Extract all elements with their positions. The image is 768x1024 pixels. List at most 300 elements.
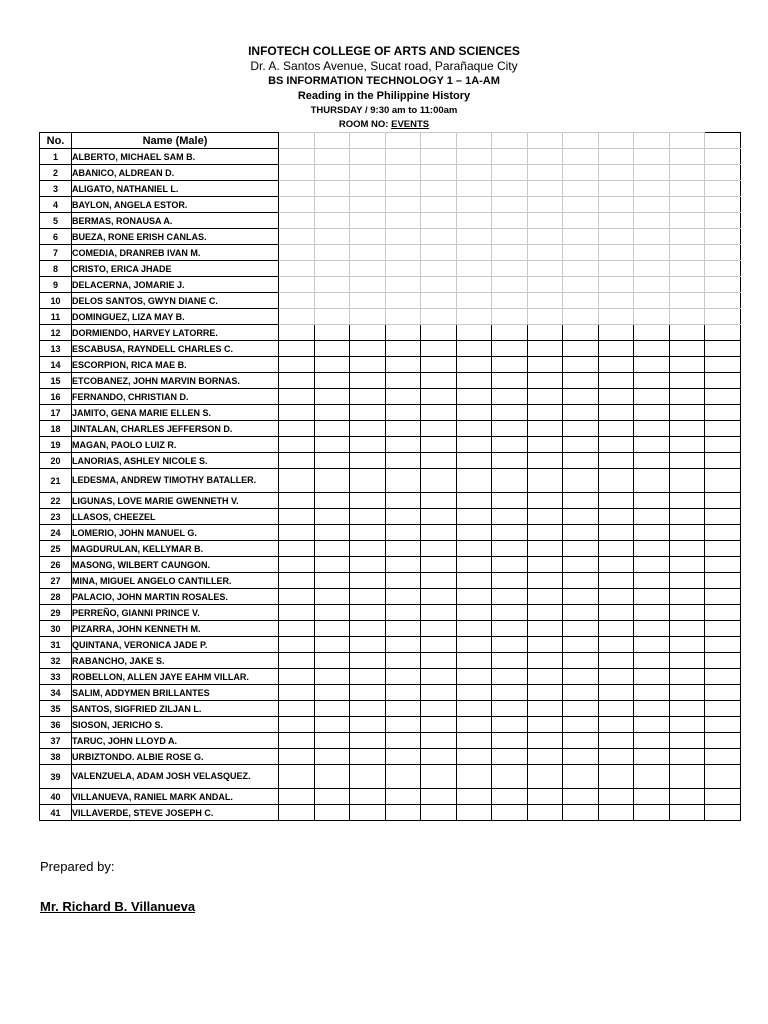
mark-cell[interactable] <box>527 509 563 525</box>
mark-cell[interactable] <box>527 165 563 181</box>
mark-cell[interactable] <box>350 181 386 197</box>
mark-cell[interactable] <box>350 685 386 701</box>
mark-cell[interactable] <box>563 605 599 621</box>
mark-cell[interactable] <box>421 717 457 733</box>
mark-cell[interactable] <box>527 669 563 685</box>
mark-cell[interactable] <box>598 309 634 325</box>
mark-cell[interactable] <box>314 493 350 509</box>
mark-cell[interactable] <box>314 421 350 437</box>
mark-cell[interactable] <box>350 573 386 589</box>
mark-cell[interactable] <box>563 653 599 669</box>
mark-cell[interactable] <box>492 493 528 509</box>
mark-cell[interactable] <box>456 309 492 325</box>
mark-cell[interactable] <box>527 573 563 589</box>
mark-cell[interactable] <box>385 525 421 541</box>
mark-cell[interactable] <box>456 733 492 749</box>
mark-cell[interactable] <box>563 509 599 525</box>
mark-cell[interactable] <box>421 325 457 341</box>
mark-cell[interactable] <box>421 245 457 261</box>
mark-cell[interactable] <box>421 509 457 525</box>
mark-cell[interactable] <box>563 701 599 717</box>
mark-cell[interactable] <box>669 717 705 733</box>
mark-cell[interactable] <box>492 653 528 669</box>
mark-cell[interactable] <box>350 605 386 621</box>
mark-cell[interactable] <box>634 309 670 325</box>
mark-cell[interactable] <box>279 165 315 181</box>
mark-cell[interactable] <box>598 229 634 245</box>
mark-cell[interactable] <box>314 637 350 653</box>
mark-cell[interactable] <box>527 229 563 245</box>
mark-cell[interactable] <box>314 389 350 405</box>
mark-cell[interactable] <box>669 229 705 245</box>
mark-cell[interactable] <box>669 789 705 805</box>
mark-cell[interactable] <box>385 469 421 493</box>
mark-cell[interactable] <box>634 605 670 621</box>
mark-cell[interactable] <box>314 789 350 805</box>
mark-cell[interactable] <box>385 717 421 733</box>
mark-cell[interactable] <box>563 749 599 765</box>
mark-cell[interactable] <box>634 589 670 605</box>
mark-cell[interactable] <box>492 229 528 245</box>
mark-cell[interactable] <box>421 573 457 589</box>
mark-cell[interactable] <box>350 525 386 541</box>
mark-cell[interactable] <box>314 653 350 669</box>
mark-cell[interactable] <box>492 309 528 325</box>
mark-cell[interactable] <box>456 669 492 685</box>
mark-cell[interactable] <box>385 789 421 805</box>
mark-cell[interactable] <box>705 261 741 277</box>
mark-cell[interactable] <box>492 701 528 717</box>
mark-cell[interactable] <box>705 541 741 557</box>
mark-cell[interactable] <box>527 181 563 197</box>
mark-cell[interactable] <box>492 405 528 421</box>
mark-cell[interactable] <box>563 717 599 733</box>
mark-cell[interactable] <box>705 717 741 733</box>
mark-cell[interactable] <box>385 165 421 181</box>
mark-cell[interactable] <box>634 245 670 261</box>
mark-cell[interactable] <box>456 357 492 373</box>
mark-cell[interactable] <box>492 357 528 373</box>
mark-cell[interactable] <box>279 765 315 789</box>
mark-cell[interactable] <box>634 341 670 357</box>
mark-cell[interactable] <box>385 357 421 373</box>
mark-cell[interactable] <box>279 685 315 701</box>
mark-cell[interactable] <box>527 213 563 229</box>
mark-cell[interactable] <box>456 573 492 589</box>
mark-cell[interactable] <box>492 509 528 525</box>
mark-cell[interactable] <box>598 197 634 213</box>
mark-cell[interactable] <box>350 789 386 805</box>
mark-cell[interactable] <box>492 805 528 821</box>
mark-cell[interactable] <box>421 805 457 821</box>
mark-cell[interactable] <box>314 541 350 557</box>
mark-cell[interactable] <box>314 325 350 341</box>
mark-cell[interactable] <box>421 493 457 509</box>
mark-cell[interactable] <box>563 245 599 261</box>
mark-cell[interactable] <box>527 389 563 405</box>
mark-cell[interactable] <box>598 293 634 309</box>
mark-cell[interactable] <box>598 421 634 437</box>
mark-cell[interactable] <box>492 541 528 557</box>
mark-cell[interactable] <box>527 765 563 789</box>
mark-cell[interactable] <box>456 509 492 525</box>
mark-cell[interactable] <box>669 453 705 469</box>
mark-cell[interactable] <box>669 357 705 373</box>
mark-cell[interactable] <box>492 149 528 165</box>
mark-cell[interactable] <box>527 357 563 373</box>
mark-cell[interactable] <box>669 373 705 389</box>
mark-cell[interactable] <box>527 469 563 493</box>
mark-cell[interactable] <box>350 421 386 437</box>
mark-cell[interactable] <box>314 749 350 765</box>
mark-cell[interactable] <box>350 749 386 765</box>
mark-cell[interactable] <box>492 293 528 309</box>
mark-cell[interactable] <box>669 261 705 277</box>
mark-cell[interactable] <box>421 469 457 493</box>
mark-cell[interactable] <box>314 685 350 701</box>
mark-cell[interactable] <box>421 437 457 453</box>
mark-cell[interactable] <box>598 357 634 373</box>
mark-cell[interactable] <box>492 557 528 573</box>
mark-cell[interactable] <box>314 357 350 373</box>
mark-cell[interactable] <box>634 669 670 685</box>
mark-cell[interactable] <box>634 437 670 453</box>
mark-cell[interactable] <box>456 245 492 261</box>
mark-cell[interactable] <box>314 277 350 293</box>
mark-cell[interactable] <box>385 389 421 405</box>
mark-cell[interactable] <box>421 765 457 789</box>
mark-cell[interactable] <box>350 765 386 789</box>
mark-cell[interactable] <box>527 437 563 453</box>
mark-cell[interactable] <box>456 437 492 453</box>
mark-cell[interactable] <box>350 653 386 669</box>
mark-cell[interactable] <box>350 229 386 245</box>
mark-cell[interactable] <box>421 181 457 197</box>
mark-cell[interactable] <box>705 277 741 293</box>
mark-cell[interactable] <box>456 421 492 437</box>
mark-cell[interactable] <box>314 229 350 245</box>
mark-cell[interactable] <box>492 245 528 261</box>
mark-cell[interactable] <box>456 229 492 245</box>
mark-cell[interactable] <box>492 589 528 605</box>
mark-cell[interactable] <box>350 469 386 493</box>
mark-cell[interactable] <box>527 493 563 509</box>
mark-cell[interactable] <box>527 749 563 765</box>
mark-cell[interactable] <box>492 389 528 405</box>
mark-cell[interactable] <box>598 573 634 589</box>
mark-cell[interactable] <box>279 405 315 421</box>
mark-cell[interactable] <box>492 277 528 293</box>
mark-cell[interactable] <box>634 541 670 557</box>
mark-cell[interactable] <box>669 309 705 325</box>
mark-cell[interactable] <box>421 605 457 621</box>
mark-cell[interactable] <box>385 309 421 325</box>
mark-cell[interactable] <box>456 341 492 357</box>
mark-cell[interactable] <box>456 525 492 541</box>
mark-cell[interactable] <box>421 525 457 541</box>
mark-cell[interactable] <box>492 421 528 437</box>
mark-cell[interactable] <box>598 277 634 293</box>
mark-cell[interactable] <box>563 357 599 373</box>
mark-cell[interactable] <box>527 405 563 421</box>
mark-cell[interactable] <box>314 805 350 821</box>
mark-cell[interactable] <box>634 685 670 701</box>
mark-cell[interactable] <box>563 277 599 293</box>
mark-cell[interactable] <box>456 749 492 765</box>
mark-cell[interactable] <box>421 261 457 277</box>
mark-cell[interactable] <box>527 805 563 821</box>
mark-cell[interactable] <box>350 277 386 293</box>
mark-cell[interactable] <box>634 261 670 277</box>
mark-cell[interactable] <box>456 765 492 789</box>
mark-cell[interactable] <box>669 421 705 437</box>
mark-cell[interactable] <box>385 805 421 821</box>
mark-cell[interactable] <box>669 685 705 701</box>
mark-cell[interactable] <box>279 181 315 197</box>
mark-cell[interactable] <box>279 669 315 685</box>
mark-cell[interactable] <box>598 213 634 229</box>
mark-cell[interactable] <box>421 637 457 653</box>
mark-cell[interactable] <box>527 589 563 605</box>
mark-cell[interactable] <box>563 197 599 213</box>
mark-cell[interactable] <box>563 805 599 821</box>
mark-cell[interactable] <box>314 733 350 749</box>
mark-cell[interactable] <box>669 245 705 261</box>
mark-cell[interactable] <box>705 325 741 341</box>
mark-cell[interactable] <box>421 749 457 765</box>
mark-cell[interactable] <box>314 701 350 717</box>
mark-cell[interactable] <box>279 245 315 261</box>
mark-cell[interactable] <box>421 421 457 437</box>
mark-cell[interactable] <box>705 669 741 685</box>
mark-cell[interactable] <box>456 557 492 573</box>
mark-cell[interactable] <box>563 373 599 389</box>
mark-cell[interactable] <box>634 557 670 573</box>
mark-cell[interactable] <box>598 621 634 637</box>
mark-cell[interactable] <box>634 165 670 181</box>
mark-cell[interactable] <box>279 805 315 821</box>
mark-cell[interactable] <box>279 149 315 165</box>
mark-cell[interactable] <box>634 357 670 373</box>
mark-cell[interactable] <box>563 341 599 357</box>
mark-cell[interactable] <box>279 469 315 493</box>
mark-cell[interactable] <box>705 469 741 493</box>
mark-cell[interactable] <box>350 717 386 733</box>
mark-cell[interactable] <box>527 789 563 805</box>
mark-cell[interactable] <box>669 341 705 357</box>
mark-cell[interactable] <box>456 181 492 197</box>
mark-cell[interactable] <box>527 701 563 717</box>
mark-cell[interactable] <box>634 717 670 733</box>
mark-cell[interactable] <box>598 605 634 621</box>
mark-cell[interactable] <box>350 197 386 213</box>
mark-cell[interactable] <box>279 357 315 373</box>
mark-cell[interactable] <box>598 733 634 749</box>
mark-cell[interactable] <box>669 733 705 749</box>
mark-cell[interactable] <box>563 149 599 165</box>
mark-cell[interactable] <box>421 389 457 405</box>
mark-cell[interactable] <box>314 765 350 789</box>
mark-cell[interactable] <box>598 453 634 469</box>
mark-cell[interactable] <box>456 453 492 469</box>
mark-cell[interactable] <box>634 389 670 405</box>
mark-cell[interactable] <box>385 341 421 357</box>
mark-cell[interactable] <box>385 605 421 621</box>
mark-cell[interactable] <box>669 701 705 717</box>
mark-cell[interactable] <box>456 717 492 733</box>
mark-cell[interactable] <box>634 621 670 637</box>
mark-cell[interactable] <box>669 469 705 493</box>
mark-cell[interactable] <box>634 469 670 493</box>
mark-cell[interactable] <box>456 541 492 557</box>
mark-cell[interactable] <box>385 437 421 453</box>
mark-cell[interactable] <box>279 197 315 213</box>
mark-cell[interactable] <box>314 373 350 389</box>
mark-cell[interactable] <box>634 405 670 421</box>
mark-cell[interactable] <box>527 453 563 469</box>
mark-cell[interactable] <box>705 165 741 181</box>
mark-cell[interactable] <box>385 509 421 525</box>
mark-cell[interactable] <box>598 717 634 733</box>
mark-cell[interactable] <box>669 637 705 653</box>
mark-cell[interactable] <box>563 637 599 653</box>
mark-cell[interactable] <box>705 245 741 261</box>
mark-cell[interactable] <box>669 213 705 229</box>
mark-cell[interactable] <box>634 749 670 765</box>
mark-cell[interactable] <box>385 685 421 701</box>
mark-cell[interactable] <box>705 573 741 589</box>
mark-cell[interactable] <box>456 637 492 653</box>
mark-cell[interactable] <box>705 149 741 165</box>
mark-cell[interactable] <box>279 621 315 637</box>
mark-cell[interactable] <box>705 213 741 229</box>
mark-cell[interactable] <box>563 261 599 277</box>
mark-cell[interactable] <box>421 789 457 805</box>
mark-cell[interactable] <box>705 373 741 389</box>
mark-cell[interactable] <box>456 805 492 821</box>
mark-cell[interactable] <box>669 405 705 421</box>
mark-cell[interactable] <box>705 341 741 357</box>
mark-cell[interactable] <box>421 149 457 165</box>
mark-cell[interactable] <box>279 453 315 469</box>
mark-cell[interactable] <box>350 389 386 405</box>
mark-cell[interactable] <box>598 493 634 509</box>
mark-cell[interactable] <box>563 213 599 229</box>
mark-cell[interactable] <box>527 245 563 261</box>
mark-cell[interactable] <box>314 165 350 181</box>
mark-cell[interactable] <box>598 749 634 765</box>
mark-cell[interactable] <box>314 437 350 453</box>
mark-cell[interactable] <box>705 389 741 405</box>
mark-cell[interactable] <box>456 389 492 405</box>
mark-cell[interactable] <box>385 181 421 197</box>
mark-cell[interactable] <box>705 701 741 717</box>
mark-cell[interactable] <box>563 589 599 605</box>
mark-cell[interactable] <box>705 453 741 469</box>
mark-cell[interactable] <box>705 685 741 701</box>
mark-cell[interactable] <box>385 749 421 765</box>
mark-cell[interactable] <box>634 213 670 229</box>
mark-cell[interactable] <box>421 733 457 749</box>
mark-cell[interactable] <box>350 149 386 165</box>
mark-cell[interactable] <box>421 453 457 469</box>
mark-cell[interactable] <box>385 421 421 437</box>
mark-cell[interactable] <box>492 325 528 341</box>
mark-cell[interactable] <box>279 749 315 765</box>
mark-cell[interactable] <box>563 181 599 197</box>
mark-cell[interactable] <box>456 685 492 701</box>
mark-cell[interactable] <box>492 181 528 197</box>
mark-cell[interactable] <box>527 149 563 165</box>
mark-cell[interactable] <box>634 197 670 213</box>
mark-cell[interactable] <box>279 277 315 293</box>
mark-cell[interactable] <box>314 557 350 573</box>
mark-cell[interactable] <box>527 325 563 341</box>
mark-cell[interactable] <box>669 749 705 765</box>
mark-cell[interactable] <box>669 437 705 453</box>
mark-cell[interactable] <box>492 213 528 229</box>
mark-cell[interactable] <box>314 525 350 541</box>
mark-cell[interactable] <box>456 653 492 669</box>
mark-cell[interactable] <box>705 733 741 749</box>
mark-cell[interactable] <box>598 245 634 261</box>
mark-cell[interactable] <box>634 653 670 669</box>
mark-cell[interactable] <box>421 557 457 573</box>
mark-cell[interactable] <box>350 437 386 453</box>
mark-cell[interactable] <box>563 293 599 309</box>
mark-cell[interactable] <box>669 605 705 621</box>
mark-cell[interactable] <box>456 589 492 605</box>
mark-cell[interactable] <box>563 469 599 493</box>
mark-cell[interactable] <box>421 701 457 717</box>
mark-cell[interactable] <box>421 357 457 373</box>
mark-cell[interactable] <box>563 165 599 181</box>
mark-cell[interactable] <box>563 405 599 421</box>
mark-cell[interactable] <box>492 197 528 213</box>
mark-cell[interactable] <box>634 373 670 389</box>
mark-cell[interactable] <box>563 685 599 701</box>
mark-cell[interactable] <box>598 653 634 669</box>
mark-cell[interactable] <box>563 789 599 805</box>
mark-cell[interactable] <box>598 405 634 421</box>
mark-cell[interactable] <box>563 389 599 405</box>
mark-cell[interactable] <box>350 261 386 277</box>
mark-cell[interactable] <box>385 149 421 165</box>
mark-cell[interactable] <box>314 197 350 213</box>
mark-cell[interactable] <box>385 637 421 653</box>
mark-cell[interactable] <box>563 229 599 245</box>
mark-cell[interactable] <box>634 181 670 197</box>
mark-cell[interactable] <box>350 357 386 373</box>
mark-cell[interactable] <box>634 421 670 437</box>
mark-cell[interactable] <box>563 765 599 789</box>
mark-cell[interactable] <box>314 405 350 421</box>
mark-cell[interactable] <box>527 605 563 621</box>
mark-cell[interactable] <box>634 277 670 293</box>
mark-cell[interactable] <box>527 525 563 541</box>
mark-cell[interactable] <box>669 181 705 197</box>
mark-cell[interactable] <box>669 557 705 573</box>
mark-cell[interactable] <box>279 589 315 605</box>
mark-cell[interactable] <box>598 541 634 557</box>
mark-cell[interactable] <box>492 341 528 357</box>
mark-cell[interactable] <box>314 621 350 637</box>
mark-cell[interactable] <box>669 389 705 405</box>
mark-cell[interactable] <box>527 309 563 325</box>
mark-cell[interactable] <box>563 525 599 541</box>
mark-cell[interactable] <box>350 557 386 573</box>
mark-cell[interactable] <box>492 685 528 701</box>
